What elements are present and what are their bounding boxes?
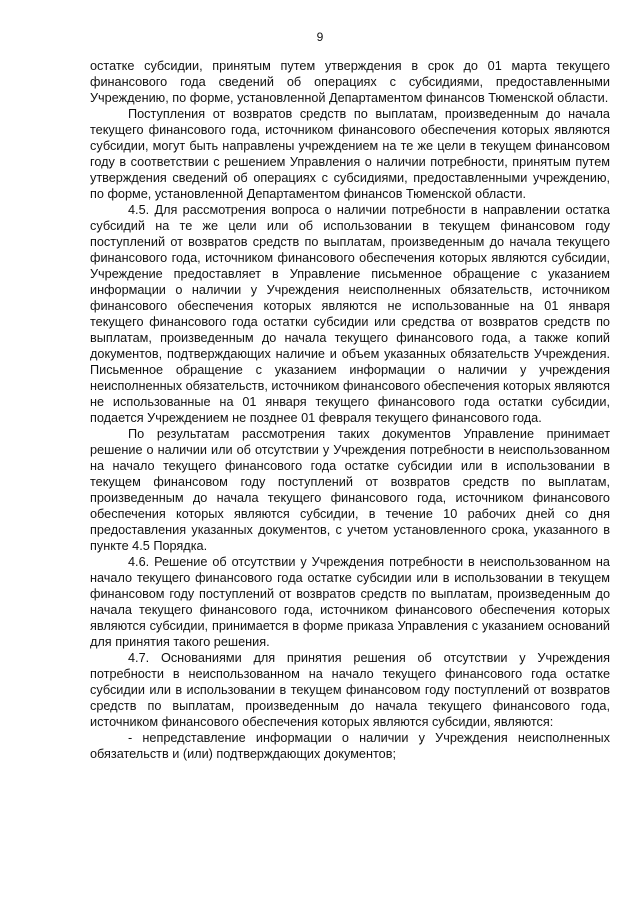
list-item-non-submission: - непредставление информации о наличии у Учреждения неисполненных обязательств и (или) подтверждающих документов; xyxy=(90,731,610,761)
paragraph-continuation: остатке субсидии, принятым путем утверждения в срок до 01 марта текущего финансового года сведений об операциях с субсидиями, предоставленными Учреждению, по форме, установленной Департаментом финансов Тюменской области. xyxy=(90,59,610,105)
paragraph-4-6: 4.6. Решение об отсутствии у Учреждения потребности в неиспользованном на начало текущего финансового года остатке субсидии или в использовании в текущем финансовом году поступлений от возвратов средств по выплатам, произведенным до начала текущего финансового года, источником финансового обеспечения которых являются субсидии, принимается в форме приказа Управления с указанием оснований для принятия такого решения. xyxy=(90,555,610,649)
paragraph-returns: Поступления от возвратов средств по выплатам, произведенным до начала текущего финансового года, источником финансового обеспечения которых являются субсидии, могут быть направлены учреждением на те же цели в текущем финансовом году в соответствии с решением Управления о наличии потребности, принятым путем утверждения сведений об операциях с субсидиями, предоставленными учреждению, по форме, установленной Департаментом финансов Тюменской области. xyxy=(90,107,610,201)
paragraph-review-results: По результатам рассмотрения таких документов Управление принимает решение о наличии или об отсутствии у Учреждения потребности в неиспользованном на начало текущего финансового года остатке субсидии или в использовании в текущем финансовом году поступлений от возвратов средств по выплатам, произведенным до начала текущего финансового года, источником финансового обеспечения которых являются субсидии, в течение 10 рабочих дней со дня предоставления указанных документов, с учетом установленного срока, указанного в пункте 4.5 Порядка. xyxy=(90,427,610,553)
page-number: 9 xyxy=(316,30,324,44)
paragraph-4-7: 4.7. Основаниями для принятия решения об отсутствии у Учреждения потребности в неиспользованном на начало текущего финансового года остатке субсидии или в использовании в текущем финансовом году поступлений от возвратов средств по выплатам, произведенным до начала текущего финансового года, источником финансового обеспечения которых являются субсидии, являются: xyxy=(90,651,610,729)
body-text xyxy=(90,58,610,762)
paragraph-4-5: 4.5. Для рассмотрения вопроса о наличии потребности в направлении остатка субсидий на те же цели или об использовании в текущем финансовом году поступлений от возвратов средств по выплатам, произведенным до начала текущего финансового года, источником финансового обеспечения которых являются субсидии, Учреждение предоставляет в Управление письменное обращение с указанием информации о наличии у Учреждения неисполненных обязательств, источником финансового обеспечения которых являются не использованные на 01 января текущего финансового года остатки субсидии или средства от возвратов средств по выплатам, произведенным до начала текущего финансового года, а также копий документов, подтверждающих наличие и объем указанных обязательств Учреждения. Письменное обращение с указанием информации о наличии у учреждения неисполненных обязательств, источником финансового обеспечения которых являются не использованные на 01 января текущего финансового года остатки субсидии, подается Учреждением не позднее 01 февраля текущего финансового года. xyxy=(90,203,610,425)
